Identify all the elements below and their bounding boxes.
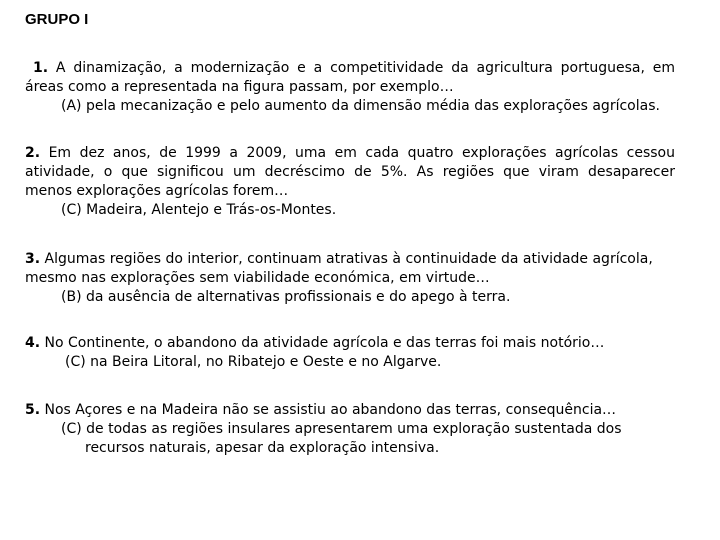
question-text: No Continente, o abandono da atividade agrícola e das terras foi mais notório… [44, 335, 605, 351]
question-text: Algumas regiões do interior, continuam atrativas à continuidade da atividade agrícola, [44, 251, 653, 267]
question-1-line-2: áreas como a representada na figura passam, por exemplo… [25, 79, 454, 95]
question-3 [25, 250, 675, 307]
question-number: 2. [25, 145, 41, 161]
question-3-line-2: mesmo nas explorações sem viabilidade económica, em virtude… [25, 270, 490, 286]
question-2-answer: (C) Madeira, Alentejo e Trás-os-Montes. [61, 202, 337, 218]
question-4-line-1 [25, 334, 675, 353]
question-5-answer-line-1: (C) de todas as regiões insulares apresentarem uma exploração sustentada dos [61, 421, 622, 437]
question-text: Em dez anos, de 1999 a 2009, uma em cada quatro explorações agrícolas cessou [48, 145, 675, 161]
question-4 [25, 334, 675, 372]
question-3-line-1 [25, 250, 675, 269]
question-2 [25, 144, 675, 220]
question-2-line-1 [25, 144, 675, 163]
question-text: A dinamização, a modernização e a competitividade da agricultura portuguesa, em [55, 60, 676, 76]
question-2-line-2: atividade, o que significou um decréscimo de 5%. As regiões que viram desaparecer [25, 164, 675, 180]
question-2-line-3: menos explorações agrícolas forem… [25, 183, 289, 199]
question-5 [25, 401, 675, 458]
question-text: Nos Açores e na Madeira não se assistiu ao abandono das terras, consequência… [44, 402, 617, 418]
question-number: 5. [25, 402, 41, 418]
question-5-line-1 [25, 401, 675, 420]
question-number: 1. [33, 60, 49, 76]
question-1-answer: (A) pela mecanização e pelo aumento da dimensão média das explorações agrícolas. [61, 98, 660, 114]
question-number: 3. [25, 251, 41, 267]
page-title: GRUPO I [25, 11, 89, 28]
question-1 [25, 59, 675, 116]
question-number: 4. [25, 335, 41, 351]
question-1-line-1 [25, 59, 675, 78]
question-4-answer: (C) na Beira Litoral, no Ribatejo e Oeste e no Algarve. [65, 354, 442, 370]
question-3-answer: (B) da ausência de alternativas profissionais e do apego à terra. [61, 289, 511, 305]
question-5-answer-line-2: recursos naturais, apesar da exploração intensiva. [85, 440, 440, 456]
